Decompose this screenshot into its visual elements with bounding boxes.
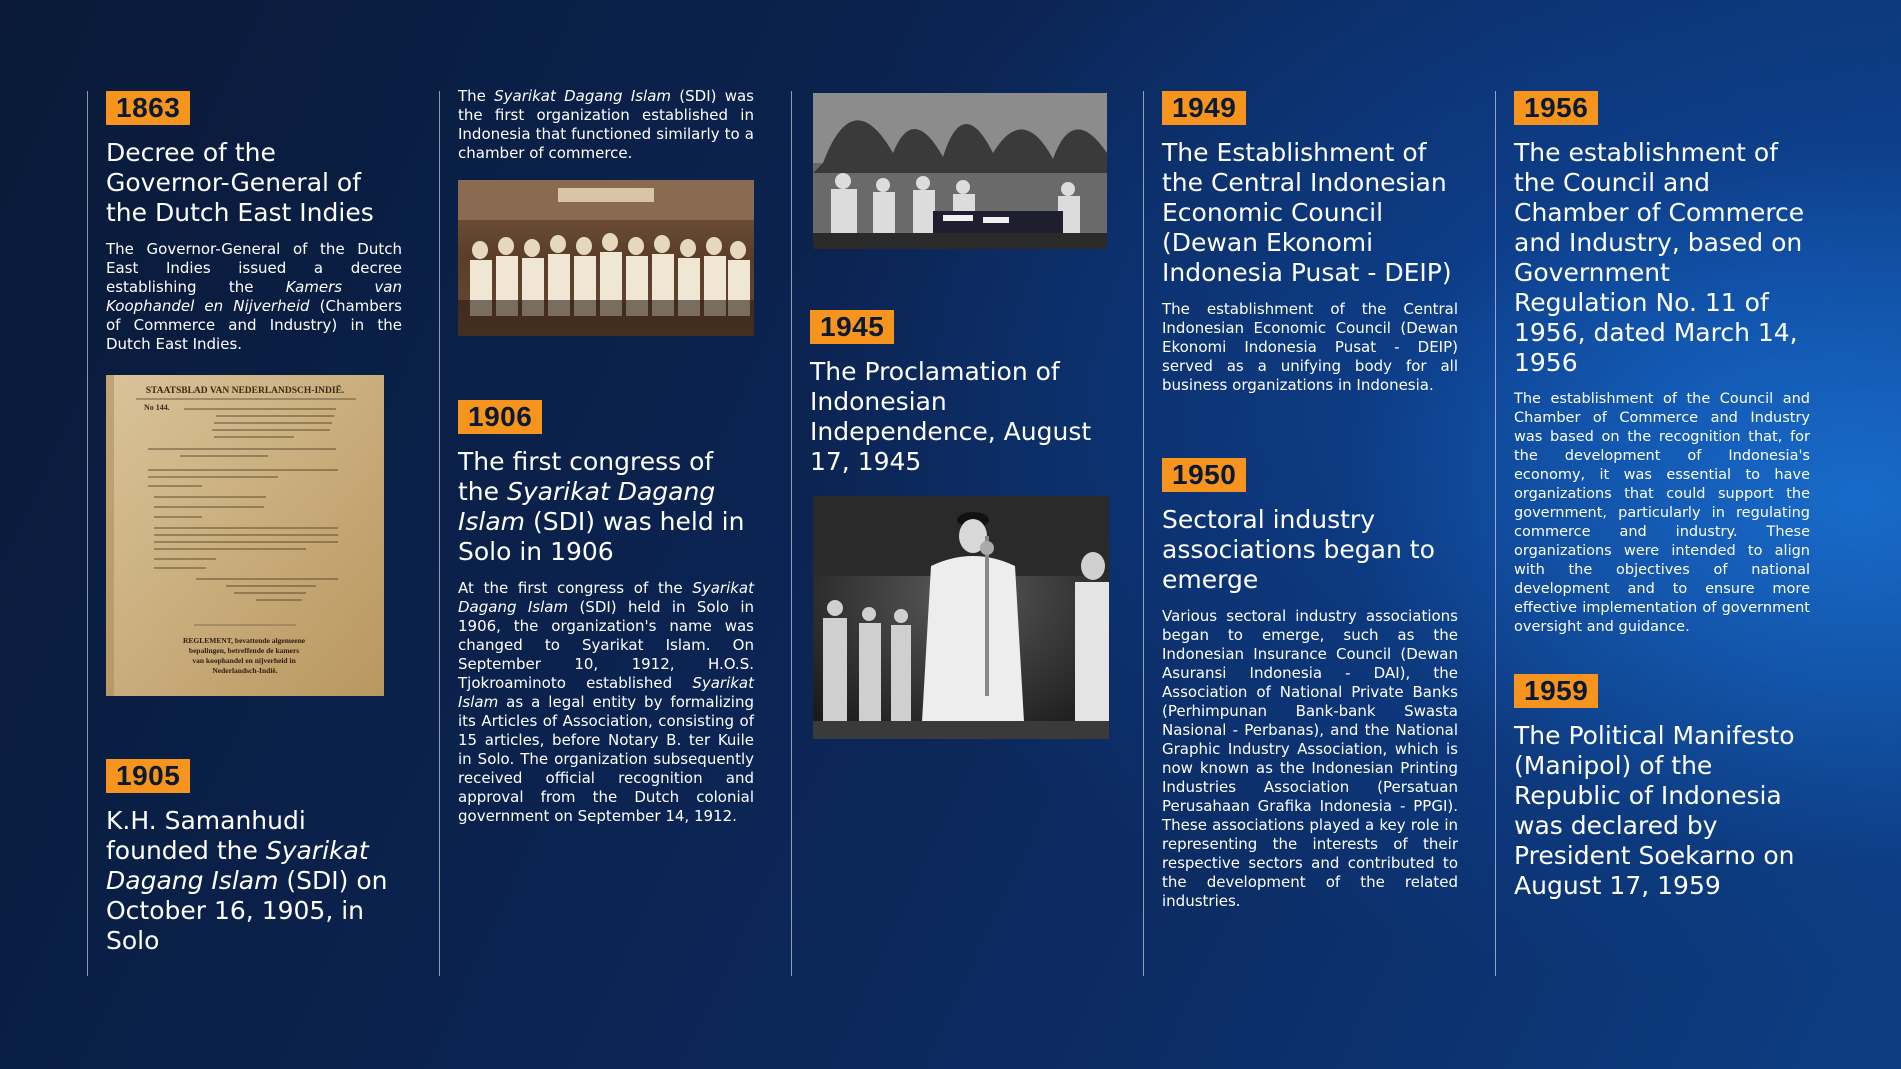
timeline-column-2 <box>439 87 791 976</box>
year-badge-1863: 1863 <box>106 91 190 125</box>
year-badge-1906: 1906 <box>458 400 542 434</box>
timeline-column-4 <box>1143 91 1495 976</box>
event-1906 <box>458 400 754 826</box>
event-description-1950: Various sectoral industry associations began to emerge, such as the Indonesian Insurance Council (Dewan Asuransi Indonesia - DAI), the Association of National Private Banks (Perhimpunan Bank-bank Swasta Nasional - Perbanas), and the National Graphic Industry Association, which is now known as the Indonesian Printing Industries Association (Persatuan Perusahaan Grafika Indonesia - PPGI). These associations played a key role in representing the interests of their respective sectors and contributed to the development of the related industries. <box>1162 607 1458 910</box>
svg-text:STAATSBLAD VAN NEDERLANDSCH-IN: STAATSBLAD VAN NEDERLANDSCH-INDIË. <box>145 386 345 396</box>
event-1905 <box>106 759 402 956</box>
ceremony-photo <box>813 93 1107 249</box>
year-badge-1950: 1950 <box>1162 458 1246 492</box>
event-title-1959: The Political Manifesto (Manipol) of the Republic of Indonesia was declared by President Soekarno on August 17, 1959 <box>1514 721 1795 900</box>
timeline-column-5 <box>1495 91 1847 976</box>
event-description-1906: At the first congress of the Syarikat Dagang Islam (SDI) held in Solo in 1906, the organization's name was changed to Syarikat Islam. On September 10, 1912, H.O.S. Tjokroaminoto established Syarikat Islam as a legal entity by formalizing its Articles of Association, consisting of 15 articles, before Notary B. ter Kuile in Solo. The organization subsequently received official recognition and approval from the Dutch colonial government on September 14, 1912. <box>458 579 754 825</box>
event-title-1945: The Proclamation of Indonesian Independence, August 17, 1945 <box>810 357 1092 476</box>
event-1959 <box>1514 674 1810 901</box>
event-description-1949: The establishment of the Central Indonesian Economic Council (Dewan Ekonomi Indonesia Pusat - DEIP) served as a unifying body for all business organizations in Indonesia. <box>1162 300 1458 394</box>
event-description-1863: The Governor-General of the Dutch East Indies issued a decree establishing the Kamers van Koophandel en Nijverheid (Chambers of Commerce and Industry) in the Dutch East Indies. <box>106 240 402 353</box>
event-description-1956: The establishment of the Council and Chamber of Commerce and Industry was based on the recognition that, for the development of Indonesia's economy, it was essential to have organizations that could support the government, particularly in regulating commerce and industry. These organizations were intended to align with the objectives of national development and to ensure more effective implementation of government oversight and guidance. <box>1514 391 1810 635</box>
svg-text:REGLEMENT, bevattende algemeen: REGLEMENT, bevattende algemeene bepalingen, betreffende de kamers van koophandel en nijverheid in Nederlandsch-Indië. <box>182 636 306 675</box>
year-badge-1956: 1956 <box>1514 91 1598 125</box>
year-badge-1949: 1949 <box>1162 91 1246 125</box>
sdi-note-text: The Syarikat Dagang Islam (SDI) was the first organization established in Indonesia that functioned similarly to a chamber of commerce. <box>458 87 754 162</box>
event-title-1863: Decree of the Governor-General of the Dutch East Indies <box>106 138 374 227</box>
event-1949 <box>1162 91 1458 395</box>
event-title-1950: Sectoral industry associations began to emerge <box>1162 505 1435 594</box>
proclamation-photo <box>813 496 1109 739</box>
event-title-1949: The Establishment of the Central Indonesian Economic Council (Dewan Ekonomi Indonesia Pusat - DEIP) <box>1162 138 1452 287</box>
event-title-1956: The establishment of the Council and Chamber of Commerce and Industry, based on Government Regulation No. 11 of 1956, dated March 14, 1956 <box>1514 138 1805 377</box>
event-title-1905: K.H. Samanhudi founded the Syarikat Dagang Islam (SDI) on October 16, 1905, in Solo <box>106 806 388 955</box>
year-badge-1905: 1905 <box>106 759 190 793</box>
timeline-column-3 <box>791 91 1143 976</box>
year-badge-1945: 1945 <box>810 310 894 344</box>
staatsblad-document-image <box>106 375 384 696</box>
svg-text:No 144.: No 144. <box>144 403 170 412</box>
event-title-1906: The first congress of the Syarikat Dagang Islam (SDI) was held in Solo in 1906 <box>458 447 745 566</box>
timeline-column-1 <box>87 91 439 976</box>
sdi-group-photo <box>458 180 754 336</box>
event-1956 <box>1514 91 1810 637</box>
year-badge-1959: 1959 <box>1514 674 1598 708</box>
sdi-note <box>458 87 754 163</box>
event-1863 <box>106 91 402 354</box>
event-1945 <box>810 310 1106 477</box>
event-1950 <box>1162 458 1458 911</box>
